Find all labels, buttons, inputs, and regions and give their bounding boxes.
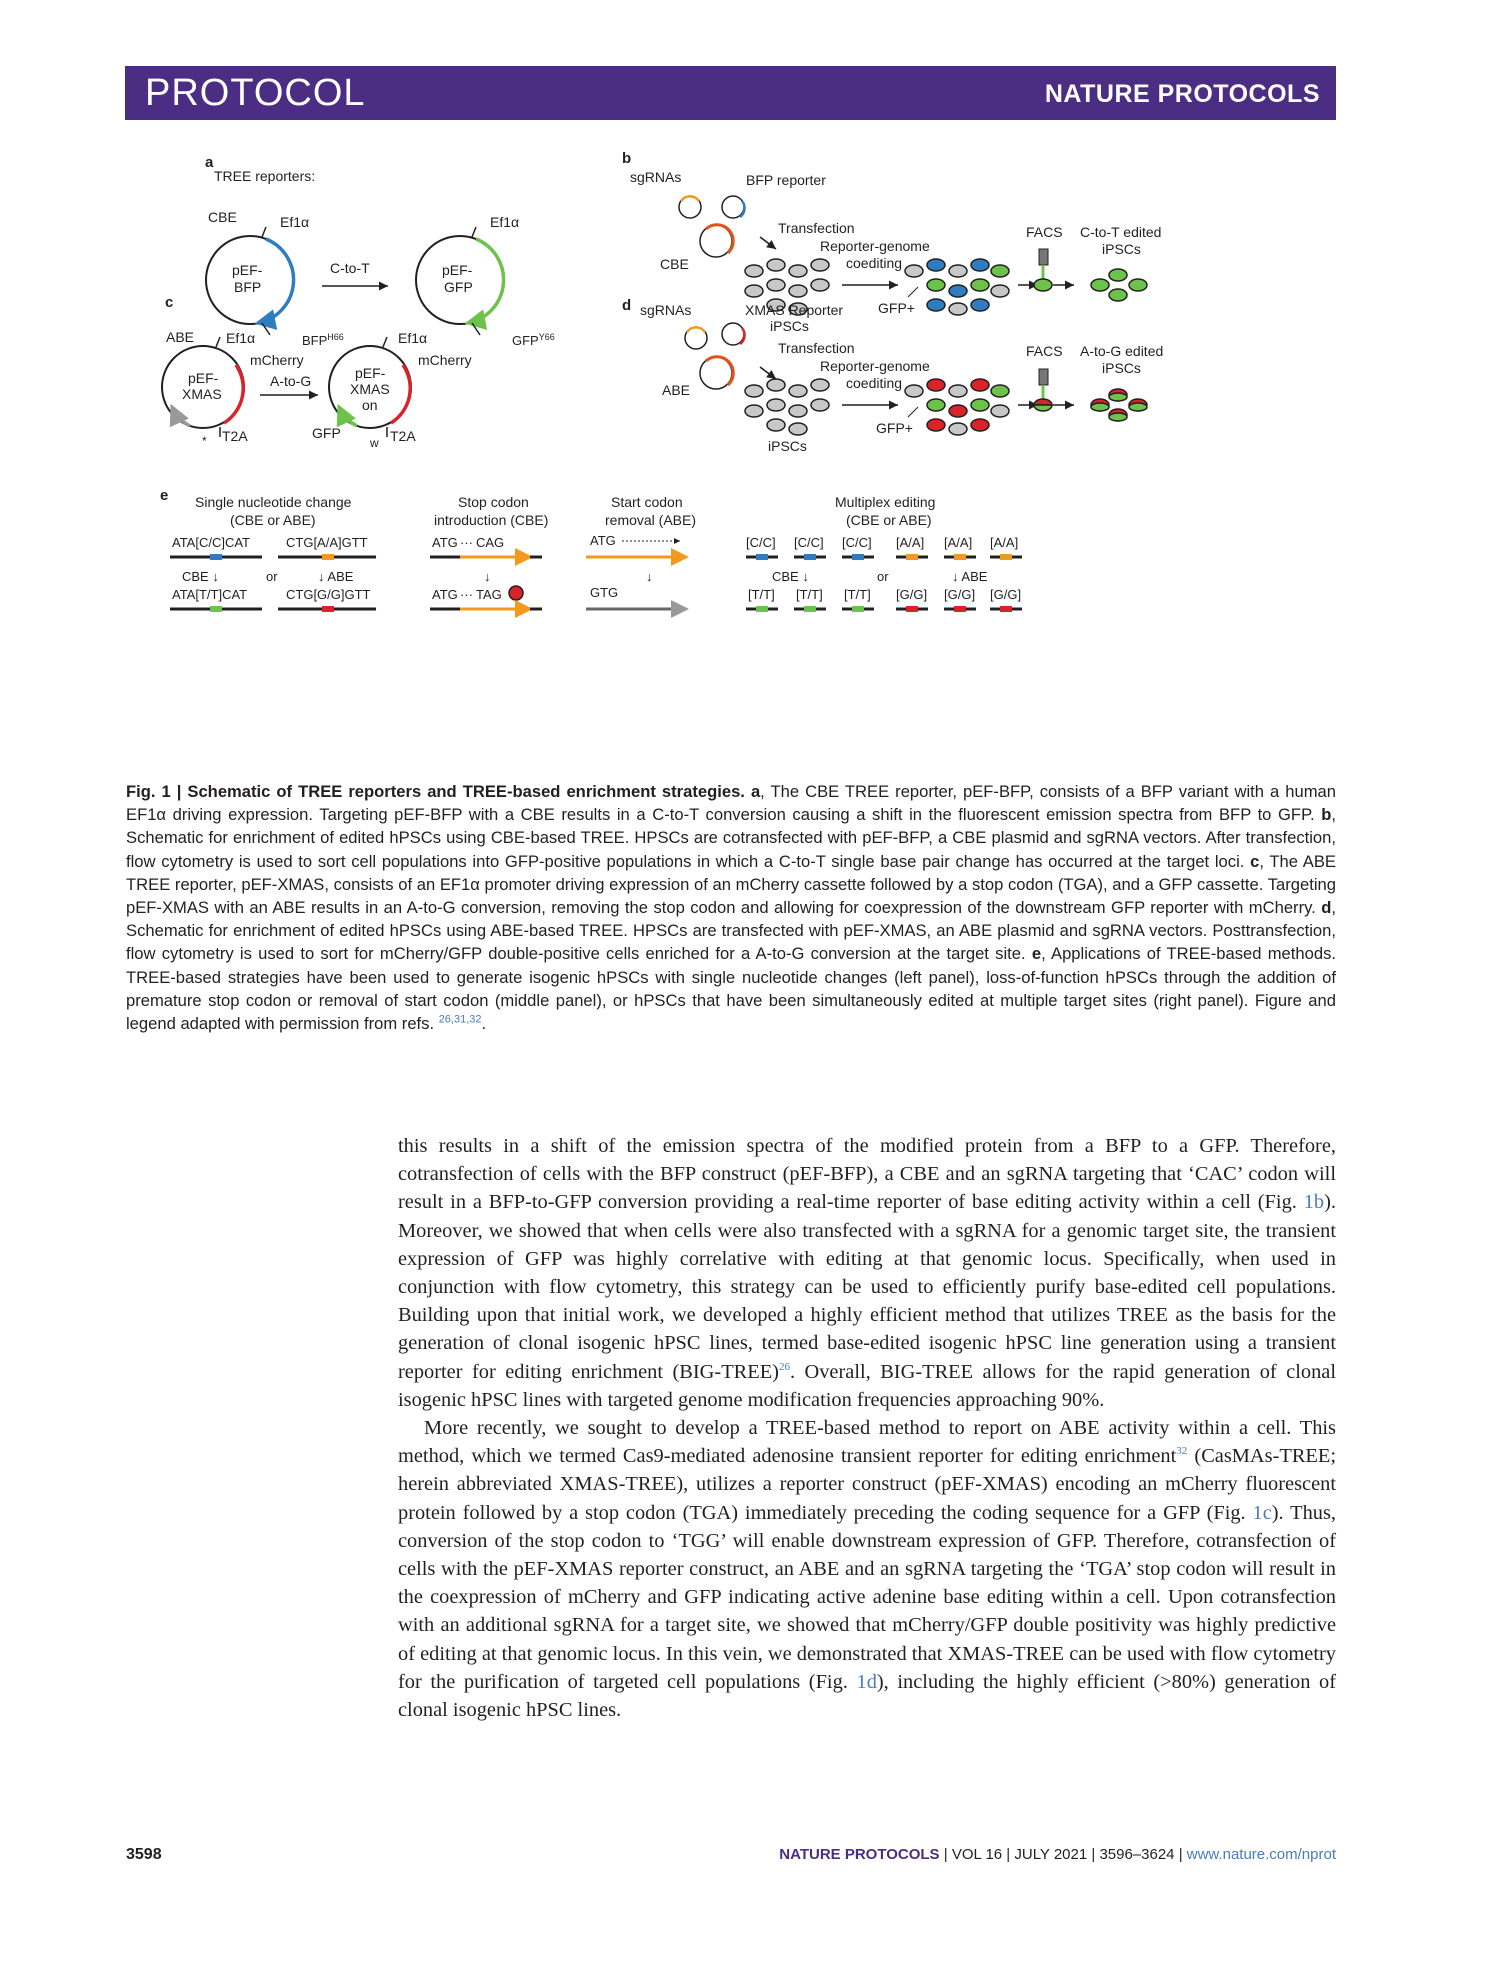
cell-cluster-d-gray bbox=[745, 379, 829, 435]
panel-c-editor: ABE bbox=[166, 329, 195, 345]
fig-ref-1d[interactable]: 1d bbox=[856, 1670, 877, 1693]
p2-text-a: More recently, we sought to develop a TREE-based method to report on ABE activity within a cell. This method, which we termed Cas9-mediated adenosine transient reporter for editing enrichment bbox=[398, 1417, 1336, 1468]
e-col1-title-2: (CBE or ABE) bbox=[230, 512, 316, 528]
e-multi-after-2: [T/T] bbox=[796, 587, 823, 602]
figure-1 bbox=[150, 145, 1300, 765]
e-multi-after bbox=[748, 587, 1021, 602]
e-multi-after-3: [T/T] bbox=[844, 587, 871, 602]
plasmid-right-line2: GFP bbox=[444, 279, 473, 295]
footer-sep: | bbox=[1174, 1846, 1187, 1863]
e-cbe-arrow: CBE ↓ bbox=[182, 569, 219, 584]
e-multi-or: or bbox=[877, 569, 889, 584]
caption-end: . bbox=[481, 1014, 487, 1034]
caption-d-letter: d bbox=[1321, 898, 1332, 918]
footer-url[interactable]: www.nature.com/nprot bbox=[1186, 1846, 1336, 1863]
footer-sep: | bbox=[1002, 1846, 1015, 1863]
cell-cluster-b-edited bbox=[905, 259, 1009, 315]
p2-text-c: ). Thus, conversion of the stop codon to ‘TGG’ will enable downstream expression of GFP. Therefore, cotransfection of cells with the pEF-XMAS reporter construct, an ABE and an sgRNA targeting the ‘TGA’ stop codon will result in the coexpression of mCherry and GFP indicating active adenine base editing within a cell. Upon cotransfection with an additional sgRNA for a target site, we showed that mCherry/GFP double positivity was highly predictive of editing at that genomic locus. In this vein, we demonstrated that XMAS-TREE can be used with flow cytometry for the purification of targeted cell populations (Fig. bbox=[398, 1501, 1336, 1693]
panel-b-coediting-1: Reporter-genome bbox=[820, 238, 930, 254]
panel-c-t2a-left: T2A bbox=[222, 428, 248, 444]
fig-ref-1b[interactable]: 1b bbox=[1303, 1191, 1325, 1214]
bfp-label: $BFP^{H66}$ bbox=[302, 332, 344, 348]
gfp-cassette bbox=[468, 239, 504, 323]
mcherry-cassette bbox=[224, 365, 243, 423]
panel-c-t2a-right: T2A bbox=[390, 428, 416, 444]
panel-c-mcherry-right: mCherry bbox=[418, 352, 472, 368]
ref-26[interactable]: 26 bbox=[778, 1360, 790, 1373]
panel-b-sgrnas: sgRNAs bbox=[630, 169, 682, 185]
caption-refs[interactable]: 26,31,32 bbox=[438, 1013, 482, 1026]
panel-d-coediting-1: Reporter-genome bbox=[820, 358, 930, 374]
paragraph-1 bbox=[398, 1132, 1336, 1414]
e-col2-atg: ATG bbox=[432, 535, 458, 550]
e-multi-before-3: [C/C] bbox=[842, 535, 872, 550]
gfp-label: $GFP^{Y66}$ bbox=[512, 332, 555, 348]
p2-text-b: (CasMAs-TREE; herein abbreviated XMAS-TREE), utilizes a reporter construct (pEF-XMAS) encoding an mCherry fluorescent protein followed by a stop codon (TGA) immediately preceding the coding sequence for a GFP (Fig. bbox=[398, 1445, 1336, 1524]
panel-d-result-2: iPSCs bbox=[1102, 360, 1141, 376]
panel-e bbox=[160, 487, 1022, 612]
caption-a-letter: a bbox=[750, 782, 761, 801]
figure-caption bbox=[126, 780, 1336, 1035]
panel-c-promoter-right: Ef1α bbox=[398, 330, 428, 346]
panel-b-transfection: Transfection bbox=[778, 220, 855, 236]
e-multi-before-5: [A/A] bbox=[944, 535, 973, 550]
panel-b-cells: iPSCs bbox=[770, 318, 809, 334]
panel-b-gfp-plus: GFP+ bbox=[878, 300, 915, 316]
panel-c-w: w bbox=[370, 436, 379, 450]
plasmid-left-line1: pEF- bbox=[232, 262, 263, 278]
panel-c-mcherry-left: mCherry bbox=[250, 352, 304, 368]
e-multi-before-2: [C/C] bbox=[794, 535, 824, 550]
cell-cluster-b-result bbox=[1091, 269, 1147, 301]
e-col3-atg: ATG bbox=[590, 533, 616, 548]
e-multi-after-1: [T/T] bbox=[748, 587, 775, 602]
promoter-right: Ef1α bbox=[490, 214, 520, 230]
panel-b bbox=[622, 150, 1161, 334]
e-col1-title-1: Single nucleotide change bbox=[195, 494, 352, 510]
e-multi-cbe: CBE ↓ bbox=[772, 569, 809, 584]
panel-b-coediting-2: coediting bbox=[846, 255, 903, 271]
e-multi-before bbox=[746, 535, 1018, 550]
e-multi-before-4: [A/A] bbox=[896, 535, 925, 550]
ref-32[interactable]: 32 bbox=[1176, 1445, 1188, 1458]
svg-text:···: ··· bbox=[460, 587, 473, 602]
panel-a-letter: a bbox=[205, 154, 214, 171]
caption-a: , The CBE TREE reporter, pEF-BFP, consists of a BFP variant with a human EF1α driving expression. Targeting pEF-BFP with a CBE results in a C-to-T conversion causing a shift in the fluorescent emission spectra from BFP to GFP. bbox=[126, 782, 1336, 825]
e-col2-cag: CAG bbox=[476, 535, 505, 550]
footer-pages: 3596–3624 bbox=[1099, 1846, 1175, 1863]
panel-c-plasmid-left-1: pEF- bbox=[188, 370, 219, 386]
e-col3-arrow: ↓ bbox=[646, 569, 653, 584]
panel-a bbox=[205, 154, 555, 348]
e-col4-title-1: Multiplex editing bbox=[835, 494, 936, 510]
panel-b-editor: CBE bbox=[660, 256, 689, 272]
cell-cluster-d-result bbox=[1091, 389, 1147, 421]
svg-text:···: ··· bbox=[460, 535, 473, 550]
section-label: PROTOCOL bbox=[145, 72, 366, 114]
e-col3-title-2: removal (ABE) bbox=[605, 512, 697, 528]
journal-label: NATURE PROTOCOLS bbox=[1044, 80, 1320, 108]
panel-c bbox=[162, 294, 472, 450]
page-number: 3598 bbox=[126, 1846, 162, 1863]
e-col2-arrow: ↓ bbox=[484, 569, 491, 584]
panel-c-plasmid-right-2: XMAS bbox=[350, 381, 390, 397]
p2-text-d: ), including the highly efficient (>80%) generation of clonal isogenic hPSC lines. bbox=[398, 1670, 1337, 1722]
e-seq-cbe-after: ATA[T/T]CAT bbox=[172, 587, 248, 602]
e-col3-gtg: GTG bbox=[590, 585, 619, 600]
panel-d-gfp-plus: GFP+ bbox=[876, 420, 913, 436]
e-col2-atg-after: ATG bbox=[432, 587, 458, 602]
panel-c-plasmid-right-1: pEF- bbox=[355, 365, 386, 381]
panel-d-result-1: A-to-G edited bbox=[1080, 343, 1164, 359]
page-header bbox=[125, 66, 1336, 120]
panel-d-transfection: Transfection bbox=[778, 340, 855, 356]
panel-d-coediting-2: coediting bbox=[846, 375, 903, 391]
e-col4-title-2: (CBE or ABE) bbox=[846, 512, 932, 528]
panel-e-letter: e bbox=[160, 487, 169, 504]
e-col2-tag: TAG bbox=[476, 587, 502, 602]
cell-cluster-d-edited bbox=[905, 379, 1009, 435]
panel-d-facs: FACS bbox=[1026, 343, 1063, 359]
panel-a-title: TREE reporters: bbox=[214, 168, 316, 184]
panel-d-sgrnas: sgRNAs bbox=[640, 302, 692, 318]
panel-c-plasmid-right-3: on bbox=[362, 397, 378, 413]
e-seq-abe-before: CTG[A/A]GTT bbox=[286, 535, 368, 550]
e-multi-abe: ↓ ABE bbox=[952, 569, 988, 584]
conversion-ctot: C-to-T bbox=[330, 260, 370, 276]
plasmid-left-line2: BFP bbox=[234, 279, 262, 295]
caption-title: Fig. 1 | Schematic of TREE reporters and TREE-based enrichment strategies. bbox=[126, 782, 745, 801]
footer-journal: NATURE PROTOCOLS bbox=[779, 1846, 940, 1863]
plasmid-right-line1: pEF- bbox=[442, 262, 473, 278]
e-multi-before-1: [C/C] bbox=[746, 535, 776, 550]
e-col2-title-1: Stop codon bbox=[458, 494, 529, 510]
panel-c-conversion: A-to-G bbox=[270, 373, 312, 389]
panel-c-promoter-left: Ef1α bbox=[226, 330, 256, 346]
e-abe-arrow: ↓ ABE bbox=[318, 569, 354, 584]
panel-b-result-1: C-to-T edited bbox=[1080, 224, 1162, 240]
panel-d-cells: iPSCs bbox=[768, 438, 807, 454]
p1-text-b: ). Moreover, we showed that when cells were also transfected with a sgRNA for a genomic target site, the transient expression of GFP was highly correlative with editing at that genomic locus. Specifically, when used in conjunction with flow cytometry, this strategy can be used to efficiently purify base-edited cell populations. Building upon that initial work, we developed a highly efficient method that utilizes TREE as the basis for the generation of clonal isogenic hPSC lines, termed base-edited isogenic hPSC line generation using a transient reporter for editing enrichment (BIG-TREE) bbox=[398, 1191, 1336, 1383]
footer-sep: | bbox=[939, 1846, 952, 1863]
footer-date: JULY 2021 bbox=[1014, 1846, 1088, 1863]
e-seq-abe-after: CTG[G/G]GTT bbox=[286, 587, 371, 602]
panel-b-result-2: iPSCs bbox=[1102, 241, 1141, 257]
e-col2-title-2: introduction (CBE) bbox=[434, 512, 549, 528]
promoter-left: Ef1α bbox=[280, 214, 310, 230]
e-multi-after-6: [G/G] bbox=[990, 587, 1022, 602]
panel-d-reporter: XMAS Reporter bbox=[745, 302, 844, 318]
panel-a-editor: CBE bbox=[208, 209, 237, 225]
panel-c-gfp: GFP bbox=[312, 425, 341, 441]
panel-b-letter: b bbox=[622, 150, 632, 167]
panel-b-facs: FACS bbox=[1026, 224, 1063, 240]
paragraph-2 bbox=[398, 1414, 1336, 1724]
panel-d bbox=[622, 297, 1163, 454]
caption-c: , The ABE TREE reporter, pEF-XMAS, consists of an EF1α promoter driving expression of an mCherry cassette followed by a stop codon (TGA), and a GFP cassette. Targeting pEF-XMAS with an ABE results in an A-to-G conversion, removing the stop codon and allowing for coexpression of the downstream GFP reporter with mCherry. bbox=[126, 851, 1336, 918]
e-multi-before-6: [A/A] bbox=[990, 535, 1019, 550]
panel-c-letter: c bbox=[165, 294, 174, 311]
panel-c-star: * bbox=[202, 434, 207, 448]
footer-volume: VOL 16 bbox=[951, 1846, 1003, 1863]
caption-e-letter: e bbox=[1031, 944, 1042, 964]
e-seq-cbe-before: ATA[C/C]CAT bbox=[172, 535, 250, 550]
footer-citation bbox=[779, 1846, 1336, 1863]
bfp-cassette bbox=[258, 239, 294, 323]
caption-d: , Schematic for enrichment of edited hPSCs using ABE-based TREE. HPSCs are transfected with pEF-XMAS, an ABE plasmid and sgRNA vectors. Posttransfection, flow cytometry is used to sort for mCherry/GFP double-positive cells enriched for a A-to-G conversion at the target site. bbox=[126, 898, 1336, 964]
e-multi-after-4: [G/G] bbox=[896, 587, 928, 602]
panel-d-editor: ABE bbox=[662, 382, 691, 398]
p1-text-a: this results in a shift of the emission spectra of the modified protein from a BFP to a GFP. Therefore, cotransfection of cells with the BFP construct (pEF-BFP), a CBE and an sgRNA targeting that ‘CAC’ codon will result in a BFP-to-GFP conversion providing a real-time reporter of base editing activity within a cell (Fig. bbox=[398, 1135, 1336, 1214]
panel-b-reporter: BFP reporter bbox=[746, 172, 826, 188]
e-col3-title-1: Start codon bbox=[611, 494, 683, 510]
panel-c-plasmid-left-2: XMAS bbox=[182, 386, 222, 402]
footer-sep: | bbox=[1087, 1846, 1100, 1863]
fig-ref-1c[interactable]: 1c bbox=[1252, 1501, 1272, 1524]
body-text bbox=[398, 1132, 1336, 1724]
e-or: or bbox=[266, 569, 278, 584]
caption-b-letter: b bbox=[1321, 805, 1332, 825]
p1-text-c: . Overall, BIG-TREE allows for the rapid generation of clonal isogenic hPSC lines with targeted genome modification frequencies approaching 90%. bbox=[398, 1360, 1336, 1411]
e-multi-after-5: [G/G] bbox=[944, 587, 976, 602]
caption-b: , Schematic for enrichment of edited hPSCs using CBE-based TREE. HPSCs are cotransfected with pEF-BFP, a CBE plasmid and sgRNA vectors. After transfection, flow cytometry is used to sort cell populations into GFP-positive populations in which a C-to-T single base pair change has occurred at the target loci. bbox=[126, 805, 1336, 871]
panel-d-letter: d bbox=[622, 297, 632, 314]
caption-e: , Applications of TREE-based methods. TREE-based strategies have been used to generate isogenic hPSCs with single nucleotide changes (left panel), loss-of-function hPSCs through the addition of premature stop codon or removal of start codon (middle panel), or hPSCs that have been simultaneously edited at multiple target sites (right panel). Figure and legend adapted with permission from refs. bbox=[126, 944, 1336, 1034]
caption-c-letter: c bbox=[1250, 851, 1260, 871]
